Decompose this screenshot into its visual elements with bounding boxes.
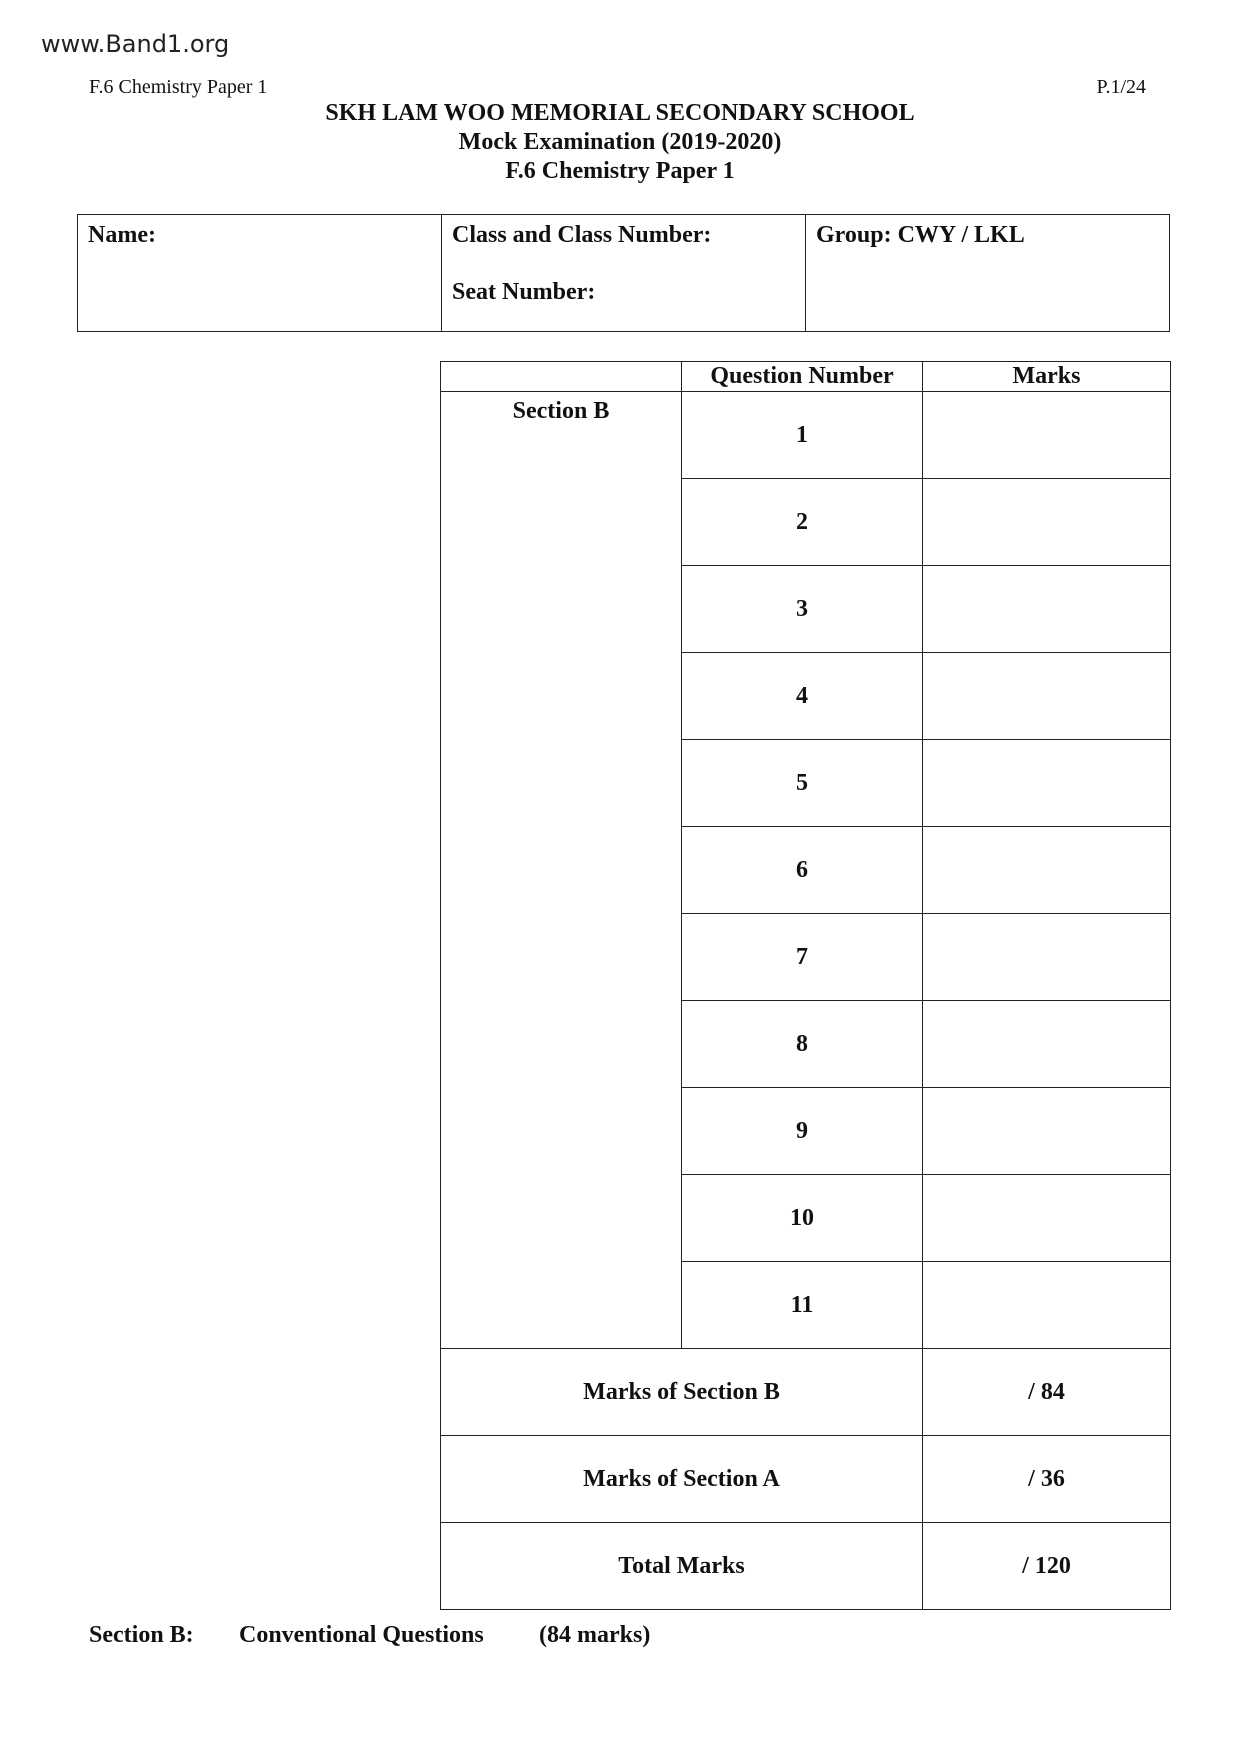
question-number: 6 (682, 827, 923, 914)
question-number: 11 (682, 1262, 923, 1349)
summary-value[interactable]: / 120 (923, 1523, 1171, 1610)
question-marks-cell[interactable] (923, 1088, 1171, 1175)
blank-header-cell (441, 362, 682, 392)
question-marks-cell[interactable] (923, 914, 1171, 1001)
summary-label: Marks of Section A (441, 1436, 923, 1523)
question-number: 7 (682, 914, 923, 1001)
question-number-header: Question Number (682, 362, 923, 392)
question-marks-cell[interactable] (923, 827, 1171, 914)
exam-name: Mock Examination (2019-2020) (458, 129, 782, 155)
name-cell[interactable] (78, 215, 442, 332)
marks-table (440, 361, 1171, 1610)
summary-label: Marks of Section B (441, 1349, 923, 1436)
group-label: Group: CWY / LKL (816, 222, 1025, 248)
paper-name: F.6 Chemistry Paper 1 (505, 158, 735, 184)
question-marks-cell[interactable] (923, 740, 1171, 827)
question-marks-cell[interactable] (923, 479, 1171, 566)
summary-value[interactable]: / 84 (923, 1349, 1171, 1436)
section-heading (89, 1622, 650, 1649)
running-header-paper: F.6 Chemistry Paper 1 (89, 76, 268, 98)
question-marks-cell[interactable] (923, 566, 1171, 653)
school-name: SKH LAM WOO MEMORIAL SECONDARY SCHOOL (325, 100, 915, 126)
question-number: 3 (682, 566, 923, 653)
section-title: Conventional Questions (239, 1622, 484, 1648)
summary-value[interactable]: / 36 (923, 1436, 1171, 1523)
question-number: 4 (682, 653, 923, 740)
question-number: 2 (682, 479, 923, 566)
section-label: Section B: (89, 1622, 194, 1648)
marks-table-header (441, 362, 1171, 392)
question-number: 9 (682, 1088, 923, 1175)
name-label: Name: (88, 222, 156, 248)
question-number: 10 (682, 1175, 923, 1262)
summary-label: Total Marks (441, 1523, 923, 1610)
question-marks-cell[interactable] (923, 1001, 1171, 1088)
title-block (0, 99, 1240, 186)
group-cell[interactable] (806, 215, 1170, 332)
summary-row (441, 1349, 1171, 1436)
section-marks: (84 marks) (539, 1622, 651, 1648)
question-marks-cell[interactable] (923, 1262, 1171, 1349)
question-number: 1 (682, 392, 923, 479)
question-marks-cell[interactable] (923, 392, 1171, 479)
marks-header: Marks (923, 362, 1171, 392)
class-seat-cell[interactable] (442, 215, 806, 332)
watermark-url: www.Band1.org (41, 30, 230, 58)
seat-number-label: Seat Number: (452, 279, 596, 305)
class-number-label: Class and Class Number: (452, 222, 712, 248)
student-info-table (77, 214, 1170, 332)
page-number: P.1/24 (1096, 76, 1146, 98)
question-row (441, 392, 1171, 479)
question-number: 5 (682, 740, 923, 827)
summary-row (441, 1523, 1171, 1610)
summary-row (441, 1436, 1171, 1523)
question-number: 8 (682, 1001, 923, 1088)
question-marks-cell[interactable] (923, 1175, 1171, 1262)
question-marks-cell[interactable] (923, 653, 1171, 740)
section-b-label: Section B (441, 392, 682, 1349)
